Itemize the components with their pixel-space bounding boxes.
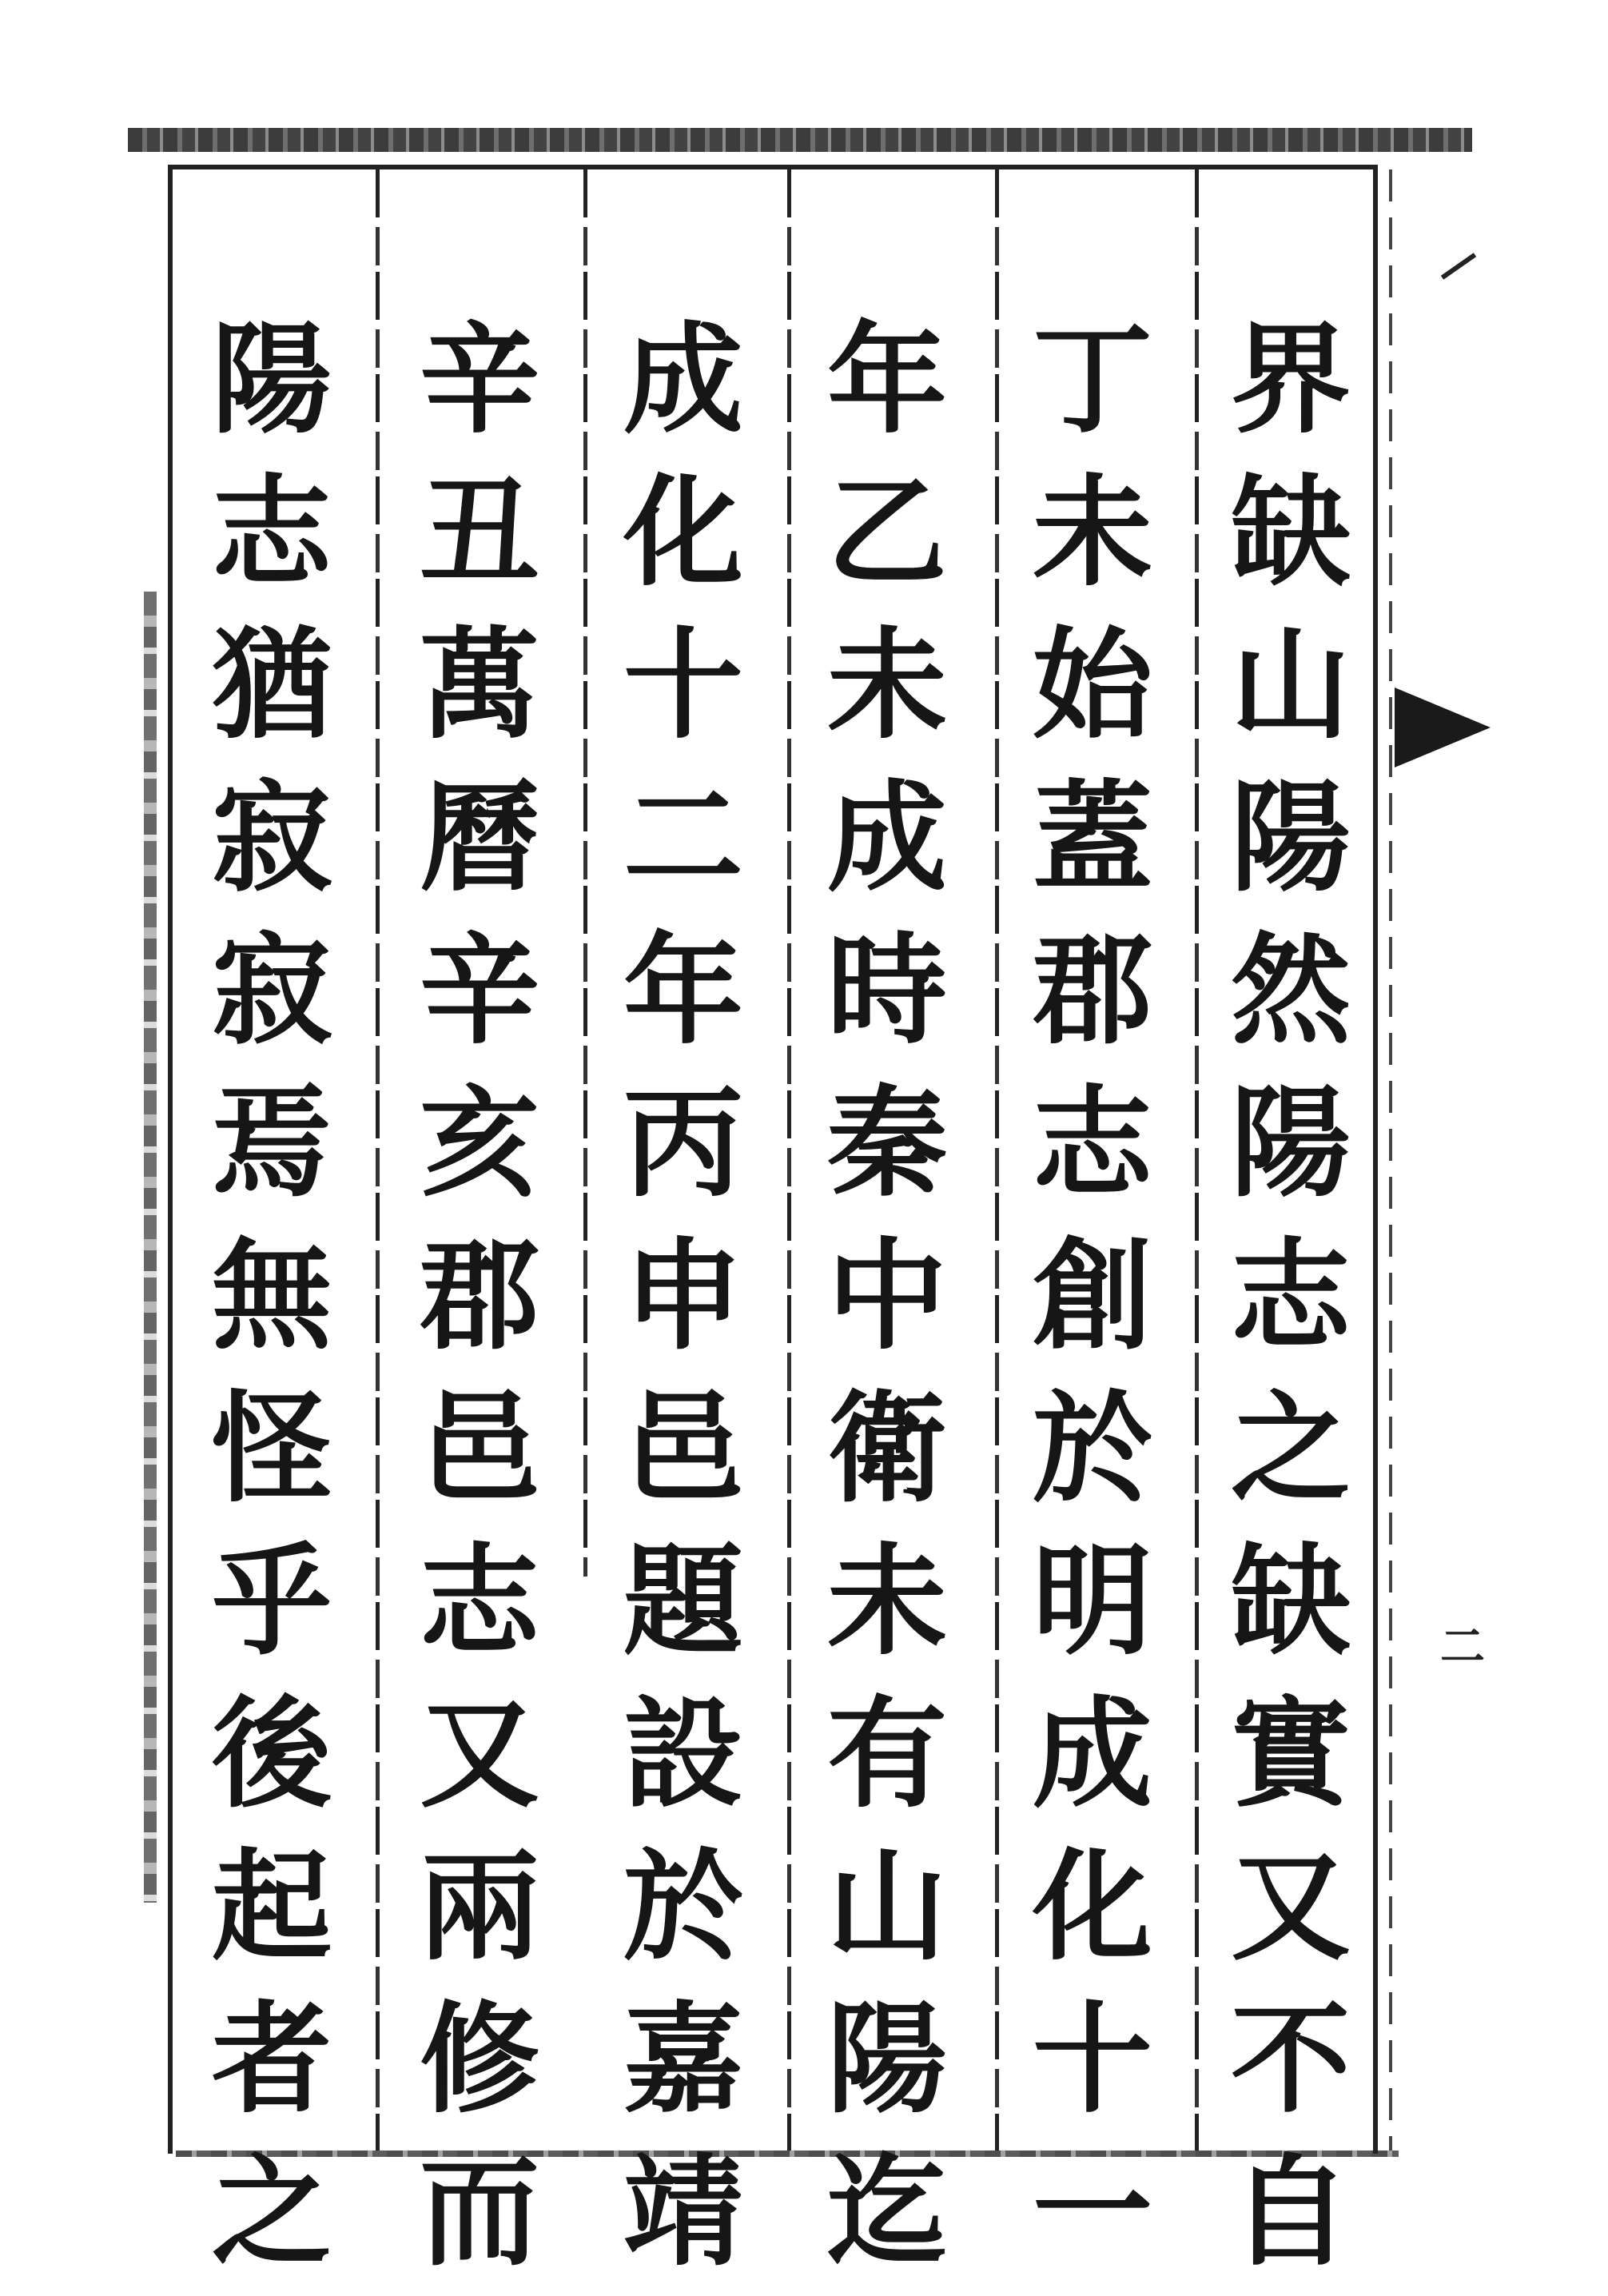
glyph: 山 [826, 1836, 947, 1977]
glyph: 陽 [1230, 1073, 1351, 1214]
glyph: 起 [211, 1836, 332, 1977]
text-column-4 [591, 304, 775, 2289]
glyph: 陽 [211, 309, 332, 450]
glyph: 猶 [211, 615, 332, 755]
glyph: 無 [211, 1226, 332, 1366]
text-column-1 [1199, 304, 1383, 2289]
glyph: 辛 [419, 309, 539, 450]
leaf-number: 二 [1440, 1620, 1485, 1673]
glyph: 衛 [826, 1378, 947, 1519]
glyph: 志 [1032, 1073, 1152, 1214]
column-rule [376, 169, 380, 2151]
glyph: 未 [826, 615, 947, 755]
glyph: 之 [211, 2142, 332, 2282]
glyph: 十 [1032, 1989, 1152, 2130]
glyph: 迄 [826, 2142, 947, 2282]
glyph: 而 [419, 2142, 539, 2282]
glyph: 缺 [1230, 462, 1351, 603]
glyph: 有 [826, 1684, 947, 1824]
glyph: 二 [623, 767, 743, 908]
glyph: 乙 [826, 462, 947, 603]
glyph: 於 [623, 1836, 743, 1977]
glyph: 寂 [211, 920, 332, 1061]
glyph: 成 [623, 309, 743, 450]
glyph: 明 [1032, 1531, 1152, 1672]
glyph: 秦 [826, 1073, 947, 1214]
glyph: 成 [826, 767, 947, 908]
glyph: 曆 [419, 767, 539, 908]
text-column-3 [795, 304, 979, 2289]
glyph: 兩 [419, 1836, 539, 1977]
glyph: 十 [623, 615, 743, 755]
glyph: 申 [623, 1226, 743, 1366]
glyph: 後 [211, 1684, 332, 1824]
glyph: 乎 [211, 1531, 332, 1672]
glyph: 時 [826, 920, 947, 1061]
glyph: 設 [623, 1684, 743, 1824]
glyph: 嘉 [623, 1989, 743, 2130]
glyph: 成 [1032, 1684, 1152, 1824]
fishtail-mark [1395, 688, 1491, 767]
text-column-5 [388, 304, 571, 2289]
glyph: 始 [1032, 615, 1152, 755]
glyph: 中 [826, 1226, 947, 1366]
glyph: 志 [1230, 1226, 1351, 1366]
glyph: 未 [826, 1531, 947, 1672]
glyph: 怪 [211, 1378, 332, 1519]
frame-inner-top-rule [168, 165, 1375, 169]
glyph: 萬 [419, 615, 539, 755]
glyph: 丙 [623, 1073, 743, 1214]
glyph: 辛 [419, 920, 539, 1061]
glyph: 蓋 [1032, 767, 1152, 908]
glyph: 陽 [826, 1989, 947, 2130]
glyph: 郡 [419, 1226, 539, 1366]
glyph: 寂 [211, 767, 332, 908]
glyph: 陽 [1230, 767, 1351, 908]
column-rule [583, 169, 587, 1577]
glyph: 未 [1032, 462, 1152, 603]
glyph: 邑 [623, 1378, 743, 1519]
fold-line [1389, 169, 1392, 2151]
glyph: 丑 [419, 462, 539, 603]
frame-left-rule [168, 165, 173, 2154]
glyph: 然 [1230, 920, 1351, 1061]
page-left-edge [144, 592, 157, 1903]
glyph: 化 [1032, 1836, 1152, 1977]
glyph: 年 [826, 309, 947, 450]
glyph: 亥 [419, 1073, 539, 1214]
glyph: 又 [419, 1684, 539, 1824]
glyph: 志 [419, 1531, 539, 1672]
glyph: 自 [1230, 2142, 1351, 2282]
text-column-6 [180, 304, 364, 2289]
glyph: 又 [1230, 1836, 1351, 1977]
glyph: 邑 [419, 1378, 539, 1519]
column-rule [995, 169, 999, 2151]
frame-top-border [128, 128, 1472, 152]
glyph: 焉 [211, 1073, 332, 1214]
glyph: 年 [623, 920, 743, 1061]
glyph: 志 [211, 462, 332, 603]
column-rule [787, 169, 791, 2151]
glyph: 實 [1230, 1684, 1351, 1824]
text-column-2 [1001, 304, 1184, 2289]
glyph: 創 [1032, 1226, 1152, 1366]
glyph: 於 [1032, 1378, 1152, 1519]
glyph: 靖 [623, 2142, 743, 2282]
glyph: 不 [1230, 1989, 1351, 2130]
glyph: 缺 [1230, 1531, 1351, 1672]
glyph: 丁 [1032, 309, 1152, 450]
glyph: 化 [623, 462, 743, 603]
glyph: 山 [1230, 615, 1351, 755]
glyph: 郡 [1032, 920, 1152, 1061]
glyph: 者 [211, 1989, 332, 2130]
glyph: 一 [1032, 2142, 1152, 2282]
glyph: 之 [1230, 1378, 1351, 1519]
glyph: 題 [623, 1531, 743, 1672]
glyph: 界 [1230, 309, 1351, 450]
glyph: 修 [419, 1989, 539, 2130]
corner-tick-mark [1441, 253, 1476, 280]
